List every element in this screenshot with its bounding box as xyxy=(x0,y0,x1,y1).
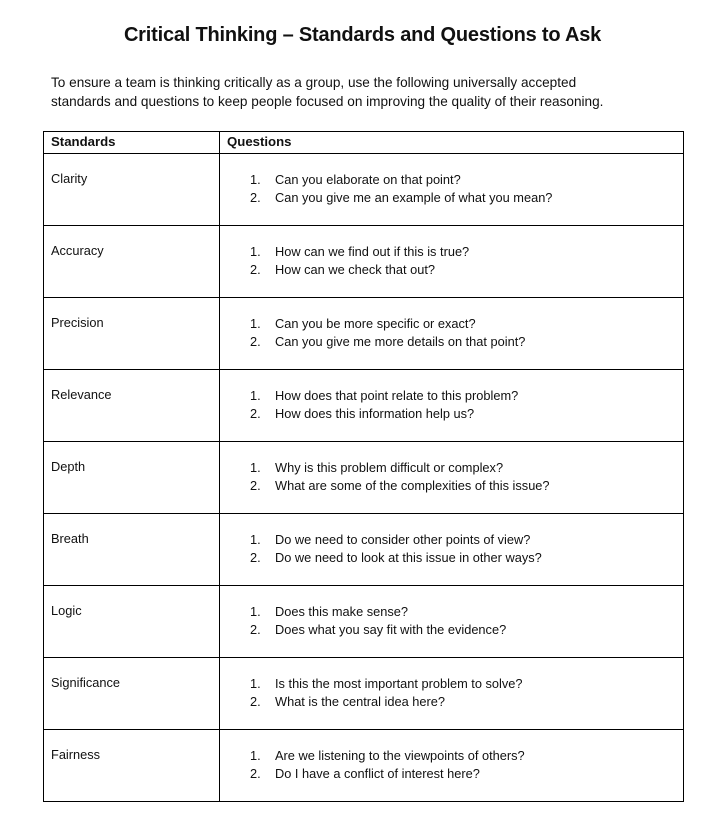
intro-paragraph xyxy=(51,73,691,111)
page-title: Critical Thinking – Standards and Questions to Ask xyxy=(123,24,602,46)
standard-label: Clarity xyxy=(51,171,88,186)
question-text: Can you give me an example of what you mean? xyxy=(275,190,553,205)
question-number: 1. xyxy=(250,532,261,547)
question-item xyxy=(220,747,683,765)
questions-cell xyxy=(220,514,684,586)
standard-label: Accuracy xyxy=(51,243,104,258)
question-list xyxy=(220,154,683,207)
question-list xyxy=(220,514,683,567)
question-number: 1. xyxy=(250,604,261,619)
question-item xyxy=(220,675,683,693)
standard-label: Precision xyxy=(51,315,104,330)
question-item xyxy=(220,549,683,567)
question-text: Do I have a conflict of interest here? xyxy=(275,766,480,781)
question-item xyxy=(220,405,683,423)
questions-cell xyxy=(220,658,684,730)
question-item xyxy=(220,693,683,711)
question-text: Do we need to look at this issue in other ways? xyxy=(275,550,542,565)
question-item xyxy=(220,765,683,783)
table-row xyxy=(44,658,684,730)
standard-cell xyxy=(44,298,220,370)
intro-line: standards and questions to keep people focused on improving the quality of their reasoning. xyxy=(51,94,604,109)
table-row xyxy=(44,730,684,802)
question-item xyxy=(220,261,683,279)
table-header-row xyxy=(44,132,684,154)
standard-cell xyxy=(44,658,220,730)
question-number: 1. xyxy=(250,460,261,475)
questions-cell xyxy=(220,226,684,298)
question-list xyxy=(220,226,683,279)
questions-cell xyxy=(220,586,684,658)
question-text: What is the central idea here? xyxy=(275,694,446,709)
question-text: Why is this problem difficult or complex? xyxy=(275,460,504,475)
question-text: Does what you say fit with the evidence? xyxy=(275,622,507,637)
table-row xyxy=(44,370,684,442)
question-number: 2. xyxy=(250,190,261,205)
question-item xyxy=(220,315,683,333)
standard-label: Fairness xyxy=(51,747,101,762)
question-text: Can you elaborate on that point? xyxy=(275,172,461,187)
question-item xyxy=(220,171,683,189)
question-number: 2. xyxy=(250,766,261,781)
questions-cell xyxy=(220,442,684,514)
standard-label: Logic xyxy=(51,603,82,618)
table-row xyxy=(44,514,684,586)
question-number: 2. xyxy=(250,334,261,349)
question-number: 1. xyxy=(250,316,261,331)
standard-label: Depth xyxy=(51,459,86,474)
question-text: How can we find out if this is true? xyxy=(275,244,470,259)
question-item xyxy=(220,477,683,495)
question-item xyxy=(220,387,683,405)
question-number: 2. xyxy=(250,622,261,637)
question-text: Do we need to consider other points of view? xyxy=(275,532,531,547)
question-list xyxy=(220,442,683,495)
question-text: How can we check that out? xyxy=(275,262,436,277)
table-row xyxy=(44,586,684,658)
standard-cell xyxy=(44,730,220,802)
question-number: 1. xyxy=(250,676,261,691)
question-item xyxy=(220,333,683,351)
question-number: 2. xyxy=(250,406,261,421)
question-item xyxy=(220,531,683,549)
question-number: 2. xyxy=(250,694,261,709)
table-row xyxy=(44,226,684,298)
questions-cell xyxy=(220,370,684,442)
question-text: Can you be more specific or exact? xyxy=(275,316,476,331)
question-text: What are some of the complexities of this issue? xyxy=(275,478,550,493)
standard-cell xyxy=(44,586,220,658)
question-list xyxy=(220,298,683,351)
questions-cell xyxy=(220,298,684,370)
standards-table xyxy=(43,131,684,802)
standard-cell xyxy=(44,226,220,298)
question-list xyxy=(220,586,683,639)
question-number: 2. xyxy=(250,478,261,493)
standard-label: Breath xyxy=(51,531,89,546)
questions-cell xyxy=(220,730,684,802)
standard-cell xyxy=(44,154,220,226)
question-number: 1. xyxy=(250,244,261,259)
question-item xyxy=(220,459,683,477)
question-item xyxy=(220,603,683,621)
intro-line: To ensure a team is thinking critically as a group, use the following universally accepted xyxy=(51,75,577,90)
standard-cell xyxy=(44,370,220,442)
question-list xyxy=(220,658,683,711)
question-text: Are we listening to the viewpoints of others? xyxy=(275,748,525,763)
standard-label: Relevance xyxy=(51,387,112,402)
question-item xyxy=(220,621,683,639)
table-row xyxy=(44,154,684,226)
question-text: Is this the most important problem to solve? xyxy=(275,676,523,691)
standard-label: Significance xyxy=(51,675,121,690)
question-list xyxy=(220,370,683,423)
question-text: Can you give me more details on that point? xyxy=(275,334,526,349)
standard-cell xyxy=(44,514,220,586)
question-item xyxy=(220,243,683,261)
table-row xyxy=(44,442,684,514)
table-row xyxy=(44,298,684,370)
question-text: How does that point relate to this problem? xyxy=(275,388,519,403)
header-standards: Standards xyxy=(44,132,220,154)
question-number: 1. xyxy=(250,748,261,763)
question-number: 2. xyxy=(250,262,261,277)
question-list xyxy=(220,730,683,783)
question-number: 1. xyxy=(250,388,261,403)
header-questions: Questions xyxy=(220,132,684,154)
question-text: How does this information help us? xyxy=(275,406,475,421)
question-item xyxy=(220,189,683,207)
question-text: Does this make sense? xyxy=(275,604,409,619)
standard-cell xyxy=(44,442,220,514)
questions-cell xyxy=(220,154,684,226)
question-number: 1. xyxy=(250,172,261,187)
question-number: 2. xyxy=(250,550,261,565)
